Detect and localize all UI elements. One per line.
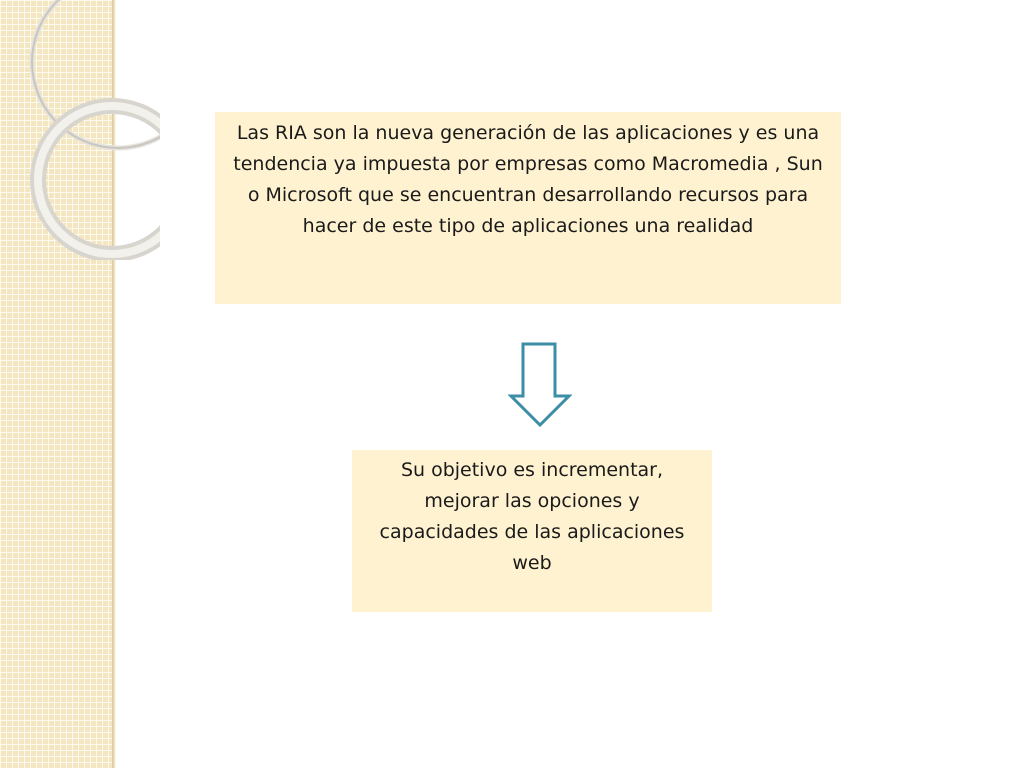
- decorative-rings-icon: [0, 0, 160, 260]
- top-text-box: [215, 112, 841, 304]
- bottom-text-box: [352, 450, 712, 612]
- down-arrow-icon: [508, 342, 572, 428]
- bottom-box-text: Su objetivo es incrementar, mejorar las opciones y capacidades de las aplicaciones web: [379, 459, 685, 574]
- top-box-text: Las RIA son la nueva generación de las aplicaciones y es una tendencia ya impuesta por empresas como Macromedia , Sun o Microsoft que se encuentran desarrollando recursos para hacer de este tipo de aplicaciones una realidad: [233, 122, 823, 237]
